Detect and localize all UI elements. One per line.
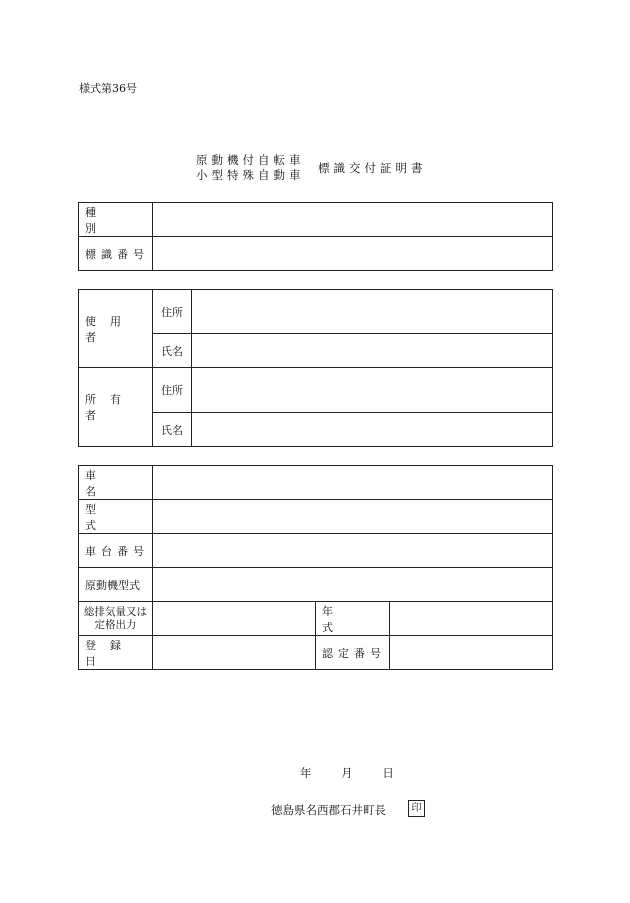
type-value-field[interactable] — [153, 203, 553, 237]
vehicle-name-field[interactable] — [153, 466, 553, 500]
displacement-field[interactable] — [153, 602, 316, 636]
chassis-number-label: 車台番号 — [85, 544, 149, 558]
type-label-cell — [79, 203, 153, 237]
title-tail: 標識交付証明書 — [318, 161, 427, 175]
owner-address-field[interactable] — [192, 368, 553, 413]
type-label-text: 種別 — [85, 205, 132, 235]
model-label-cell — [79, 500, 153, 534]
owner-label-cell — [79, 368, 153, 447]
model-field[interactable] — [153, 500, 553, 534]
owner-name-field[interactable] — [192, 413, 553, 447]
chassis-number-label-cell — [79, 534, 153, 568]
form-number: 様式第36号 — [79, 82, 137, 95]
vehicle-name-label-cell — [79, 466, 153, 500]
owner-name-label: 氏名 — [161, 423, 183, 437]
plate-number-value-field[interactable] — [153, 237, 553, 271]
issue-date — [300, 765, 420, 781]
seal-mark: 印 — [408, 800, 425, 817]
plate-number-label-cell — [79, 237, 153, 271]
engine-model-label: 原動機型式 — [85, 578, 140, 592]
owner-address-label: 住所 — [161, 384, 183, 397]
vehicle-name-label: 車名 — [85, 468, 132, 498]
model-year-label-cell — [316, 602, 390, 636]
type-and-plate-table — [78, 202, 553, 271]
user-address-label-cell — [153, 290, 192, 334]
model-year-label: 年式 — [322, 604, 369, 634]
title-line-1: 原動機付自転車 — [196, 153, 305, 167]
user-label: 使用者 — [85, 314, 135, 344]
user-name-field[interactable] — [192, 334, 553, 368]
user-address-label: 住所 — [161, 305, 183, 319]
engine-model-label-cell — [79, 568, 153, 602]
model-year-field[interactable] — [390, 602, 553, 636]
user-name-label-cell — [153, 334, 192, 368]
displacement-label-line2: 定格出力 — [94, 618, 137, 631]
owner-name-label-cell — [153, 413, 192, 447]
type-label — [85, 204, 147, 236]
date-month: 月 — [341, 766, 353, 780]
certification-number-label: 認定番号 — [322, 646, 386, 660]
vehicle-details-table — [78, 465, 553, 670]
certification-number-field[interactable] — [390, 636, 553, 670]
model-label: 型式 — [85, 502, 132, 532]
displacement-label-line1: 総排気量又は — [84, 605, 147, 618]
user-name-label: 氏名 — [161, 344, 183, 358]
owner-label: 所有者 — [85, 393, 135, 422]
issuer-name: 徳島県名西郡石井町長 — [271, 803, 386, 817]
chassis-number-field[interactable] — [153, 534, 553, 568]
registration-date-label: 登録日 — [85, 638, 135, 668]
displacement-label-cell — [79, 602, 153, 636]
user-label-cell — [79, 290, 153, 368]
owner-address-label-cell — [153, 368, 192, 413]
date-day: 日 — [382, 766, 394, 780]
engine-model-field[interactable] — [153, 568, 553, 602]
registration-date-field[interactable] — [153, 636, 316, 670]
date-year: 年 — [300, 766, 312, 780]
user-address-field[interactable] — [192, 290, 553, 334]
plate-number-label: 標識番号 — [85, 247, 149, 261]
document-title — [196, 153, 427, 183]
title-line-2: 小型特殊自動車 — [196, 168, 305, 182]
user-owner-table — [78, 289, 553, 447]
registration-date-label-cell — [79, 636, 153, 670]
certification-number-label-cell — [316, 636, 390, 670]
